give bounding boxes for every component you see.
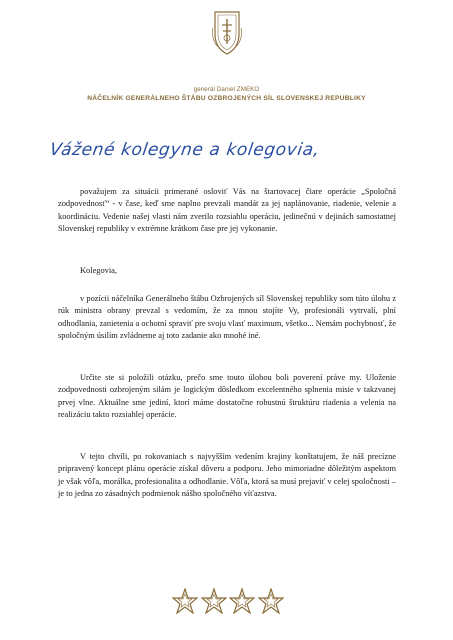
letter-paragraph: [58, 451, 396, 500]
paragraph-text: V tejto chvíli, po rokovaniach s najvyšším vedením krajiny konštatujem, že náš precízne pripravený koncept plánu operácie získal dôveru a podporu. Jeho mimoriadne dôležitým aspektom je však vôľa, morálka, profesionalita a odhodlanie. Vôľa, ktorá sa musí prejaviť v celej spoločnosti – je to jedna zo zásadných podmienok nášho spoločného víťazstva.: [58, 452, 396, 498]
author-rank-name: generál Daniel ZMEKO: [193, 86, 260, 93]
paragraph-text: považujem za situácii primerané osloviť Vás na štartovacej čiare operácie „Spoločná zodpovednosť“ - v čase, keď sme naplno prevzali mandát za jej naplánovanie, riadenie, velenie a koordináciu. Vedenie našej vlasti nám zverilo rozsiahlu operáciu, jedinečnú v dejinách samostatnej Slovenskej republiky v extrémne krátkom čase pre jej vykonanie.: [58, 187, 396, 233]
author-title: NÁČELNÍK GENERÁLNEHO ŠTÁBU OZBROJENÝCH SÍL SLOVENSKEJ REPUBLIKY: [87, 95, 366, 102]
star-icon: [201, 588, 227, 614]
letter-paragraph: [58, 265, 396, 277]
letter-paragraph: [58, 372, 396, 421]
star-icon: [229, 588, 255, 614]
letter-paragraph: [58, 186, 396, 235]
military-crest-icon: [211, 8, 243, 56]
paragraph-text: Kolegovia,: [80, 266, 117, 275]
paragraph-text: v pozícii náčelníka Generálneho štábu Ozbrojených síl Slovenskej republiky som túto úlohu z rúk ministra obrany prevzal s vedomím, že za mnou stojíte Vy, profesionáli vytrvalí, plní odhodlania, zanietenia a ochotní spraviť pre svoju vlasť maximum, všetko... Nemám pochybnosť, že spoločným úsilím zvládneme aj toto zadanie ako mnohé iné.: [58, 294, 396, 340]
rank-stars: [172, 588, 284, 616]
star-icon: [172, 588, 198, 614]
salutation-handwritten: Vážené kolegyne a kolegovia,: [48, 140, 322, 160]
star-icon: [258, 588, 284, 614]
paragraph-text: Určite ste si položili otázku, prečo sme touto úlohou boli poverení práve my. Uloženie zodpovednosti ozbrojeným silám je logickým dôsledkom excelentného splnenia misie v takzvanej prvej vlne. Aktuálne sme jediní, ktorí máme dostatočne robustnú štruktúru riadenia a velenia na realizáciu takto rozsiahlej operácie.: [58, 373, 396, 419]
letter-paragraph: [58, 293, 396, 342]
